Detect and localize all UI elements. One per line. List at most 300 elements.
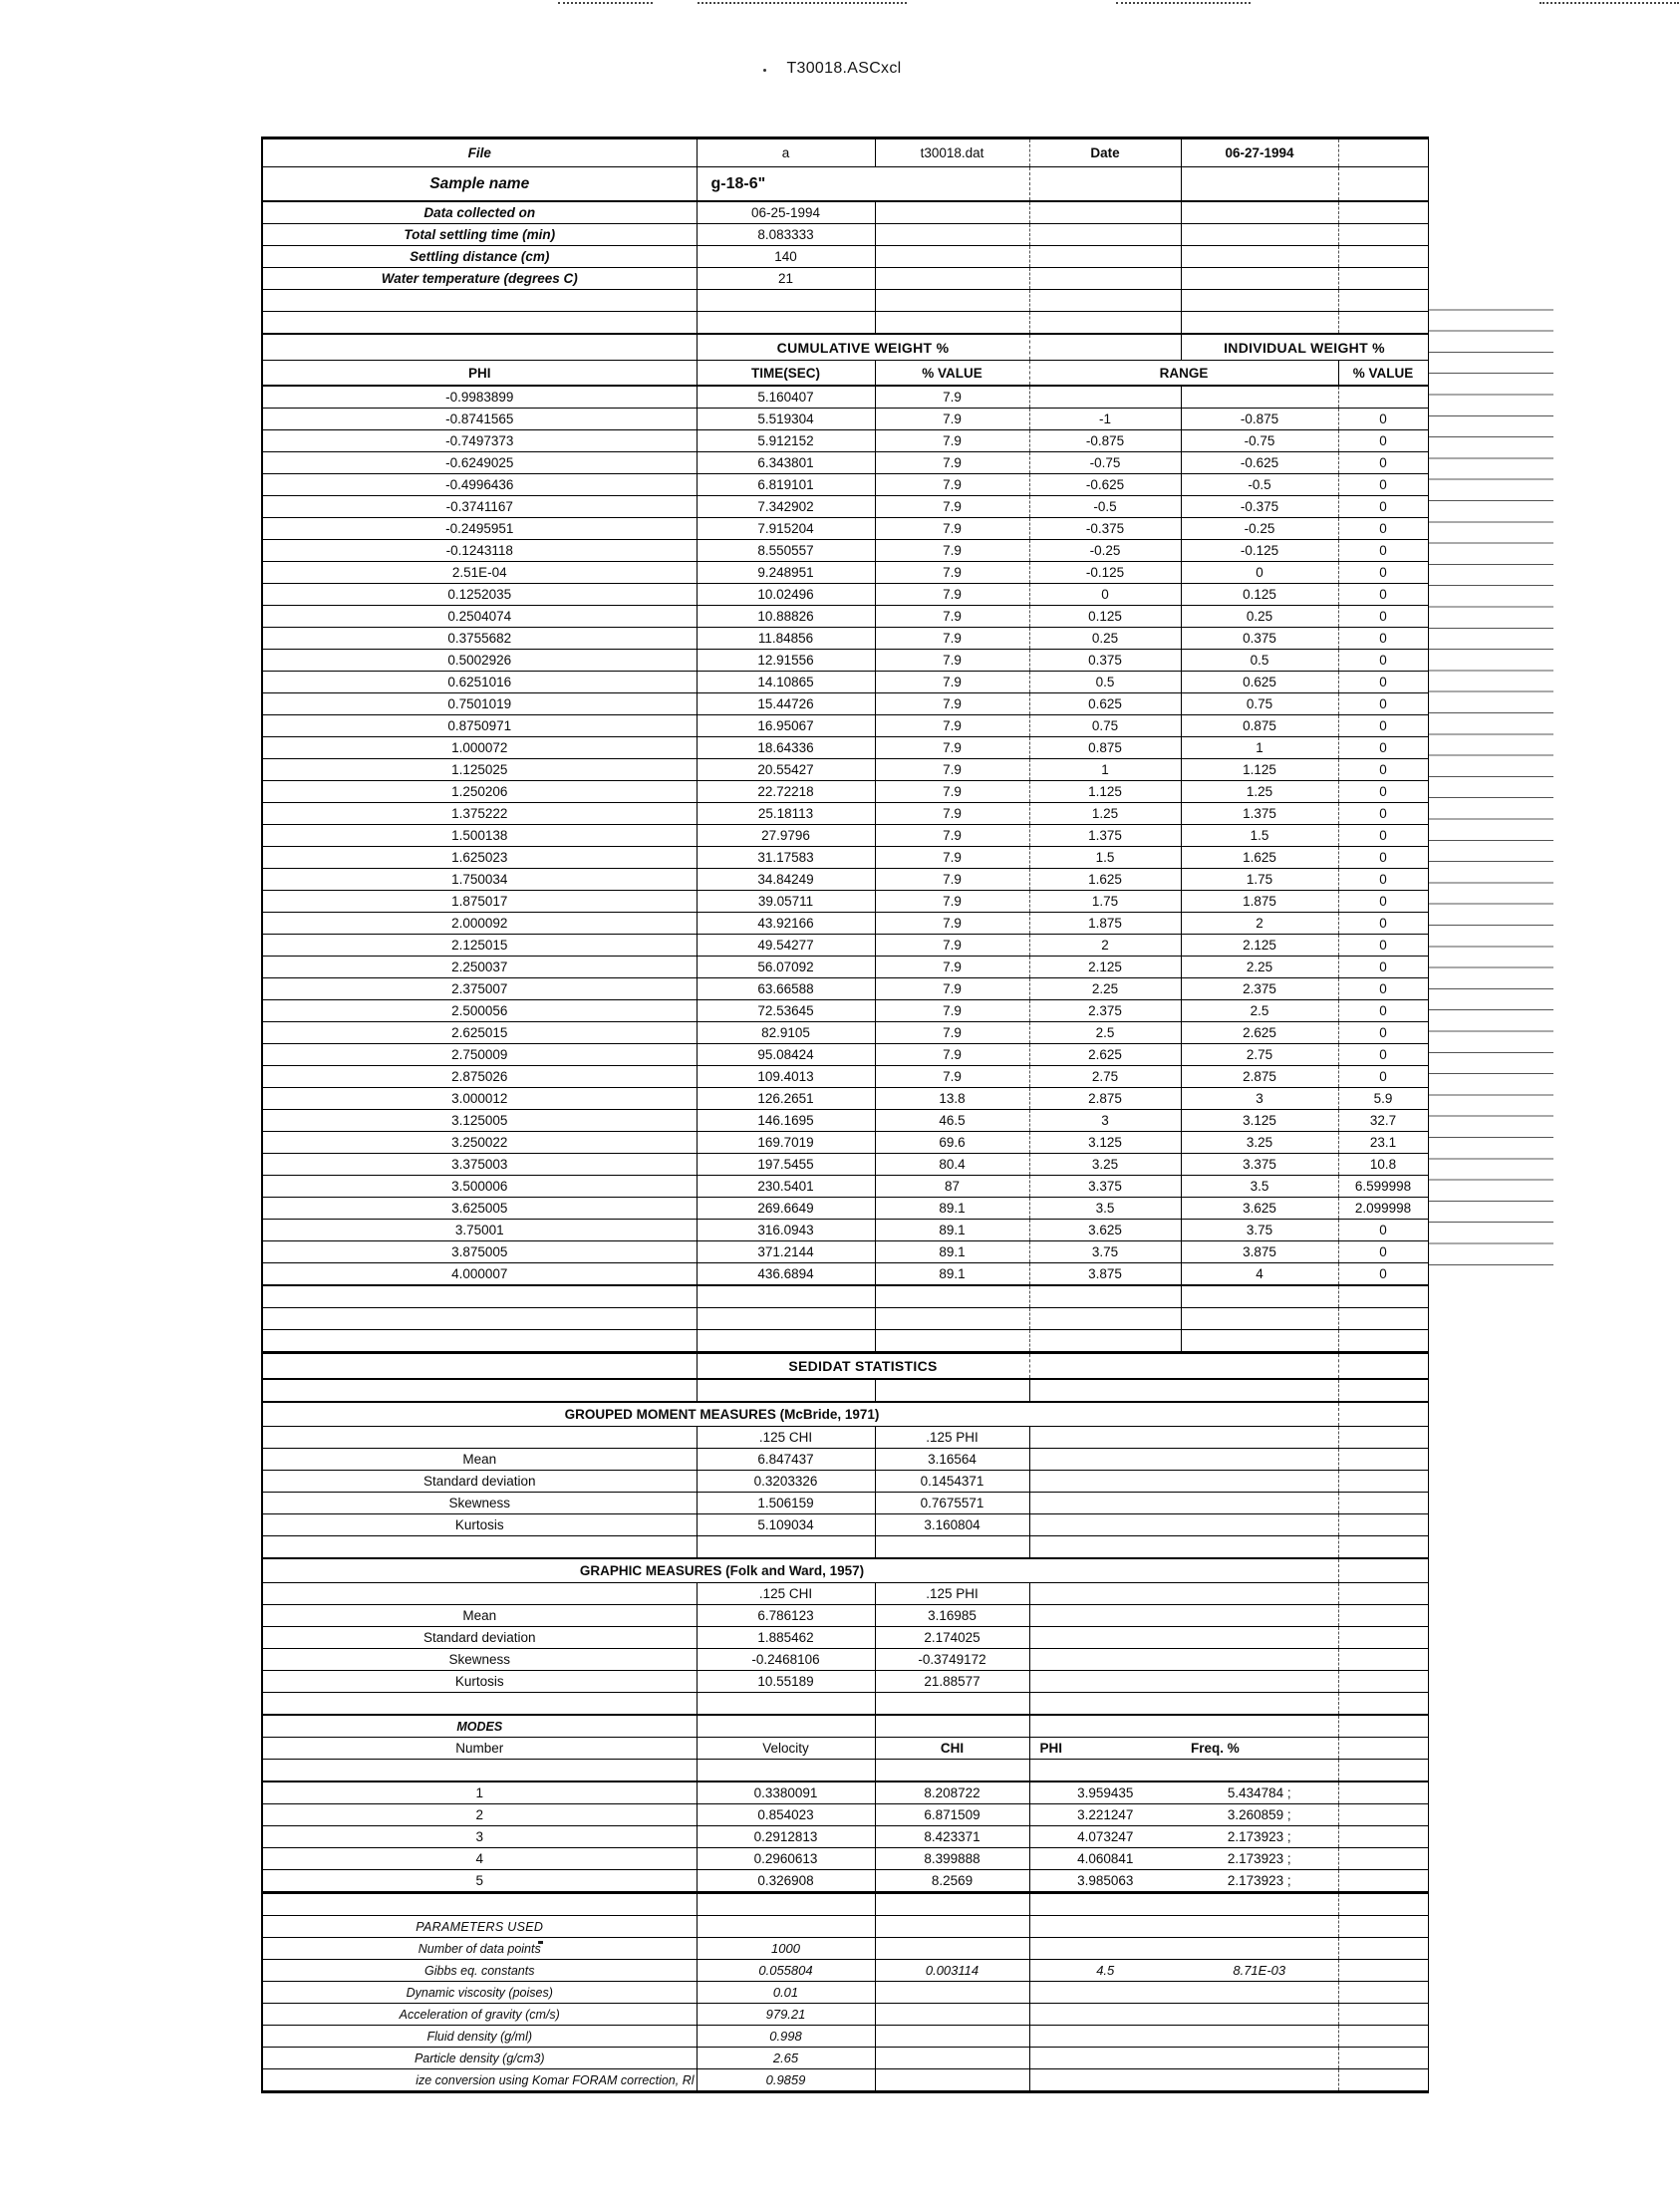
file-row xyxy=(262,138,1428,167)
empty-cell xyxy=(1338,1558,1428,1583)
cum-value-cell: 7.9 xyxy=(875,913,1029,935)
empty-cell xyxy=(1029,1938,1181,1960)
range-low-cell: 2.125 xyxy=(1029,957,1181,978)
empty-cell xyxy=(875,224,1029,246)
range-low-cell: 1.875 xyxy=(1029,913,1181,935)
ind-value-cell: 0 xyxy=(1338,430,1428,452)
sedidat-section xyxy=(262,1353,1428,1403)
range-high-cell: 2.875 xyxy=(1181,1066,1338,1088)
empty-cell xyxy=(875,290,1029,312)
scan-artifact xyxy=(1540,2,1679,4)
empty-cell xyxy=(875,1379,1029,1402)
cum-value-cell: 7.9 xyxy=(875,628,1029,650)
range-high-cell: 3 xyxy=(1181,1088,1338,1110)
empty-cell xyxy=(1338,1330,1428,1353)
empty-cell xyxy=(697,1379,875,1402)
time-cell: 25.18113 xyxy=(697,803,875,825)
empty-cell xyxy=(1029,1285,1181,1308)
phi-cell: 1.000072 xyxy=(262,737,697,759)
range-high-cell: 0 xyxy=(1181,562,1338,584)
graphic-phi-header: .125 PHI xyxy=(875,1583,1029,1605)
empty-cell xyxy=(1181,1715,1338,1738)
empty-cell xyxy=(1181,1938,1338,1960)
empty-cell xyxy=(1338,1826,1428,1848)
empty-cell xyxy=(1181,1514,1338,1536)
empty-cell xyxy=(1338,224,1428,246)
mode-chi-cell: 8.2569 xyxy=(875,1870,1029,1893)
empty-cell xyxy=(1338,1449,1428,1471)
param-value-cell: 4.5 xyxy=(1029,1960,1181,1982)
mode-phi-cell: 4.073247 xyxy=(1029,1826,1181,1848)
mode-number-cell: 1 xyxy=(262,1781,697,1804)
range-low-cell: 0.875 xyxy=(1029,737,1181,759)
phi-cell: 3.125005 xyxy=(262,1110,697,1132)
modes-chi-header: CHI xyxy=(875,1738,1029,1760)
empty-cell xyxy=(1181,1308,1338,1330)
phi-cell: 4.000007 xyxy=(262,1263,697,1286)
param-value-cell: 979.21 xyxy=(697,2004,875,2026)
range-high-cell: 3.5 xyxy=(1181,1176,1338,1198)
mode-row xyxy=(262,1870,1428,1893)
ind-value-cell: 0 xyxy=(1338,562,1428,584)
time-cell: 436.6894 xyxy=(697,1263,875,1286)
empty-cell xyxy=(1338,312,1428,335)
empty-cell xyxy=(1181,1605,1338,1627)
ind-value-cell: 2.099998 xyxy=(1338,1198,1428,1220)
range-high-cell: -0.625 xyxy=(1181,452,1338,474)
blank-row xyxy=(262,290,1428,312)
empty-cell xyxy=(1181,1693,1338,1716)
empty-cell xyxy=(1181,1558,1338,1583)
ind-value-cell: 0 xyxy=(1338,606,1428,628)
empty-cell xyxy=(697,1715,875,1738)
time-cell: 7.342902 xyxy=(697,496,875,518)
phi-cell: 0.5002926 xyxy=(262,650,697,672)
time-cell: 56.07092 xyxy=(697,957,875,978)
empty-cell xyxy=(1338,1605,1428,1627)
empty-cell xyxy=(1029,1605,1181,1627)
empty-cell xyxy=(697,290,875,312)
chi-value: 0.3203326 xyxy=(697,1471,875,1493)
time-cell: 9.248951 xyxy=(697,562,875,584)
stat-label: Standard deviation xyxy=(262,1627,697,1649)
empty-cell xyxy=(1338,1285,1428,1308)
weight-row xyxy=(262,430,1428,452)
time-cell: 10.02496 xyxy=(697,584,875,606)
cum-value-cell: 7.9 xyxy=(875,496,1029,518)
settling-distance-label: Settling distance (cm) xyxy=(262,246,697,268)
weight-row xyxy=(262,562,1428,584)
grouped-subheader-row xyxy=(262,1427,1428,1449)
cum-value-cell: 7.9 xyxy=(875,1000,1029,1022)
empty-cell xyxy=(1338,1804,1428,1826)
ind-value-cell: 0 xyxy=(1338,1241,1428,1263)
range-high-cell: 4 xyxy=(1181,1263,1338,1286)
range-high-cell: -0.875 xyxy=(1181,409,1338,430)
weight-row xyxy=(262,737,1428,759)
empty-cell xyxy=(1338,1353,1428,1380)
empty-cell xyxy=(875,1760,1029,1782)
empty-cell xyxy=(1181,1671,1338,1693)
cum-value-cell: 7.9 xyxy=(875,584,1029,606)
empty-cell xyxy=(262,1285,697,1308)
weight-row xyxy=(262,1044,1428,1066)
empty-cell xyxy=(1029,268,1181,290)
empty-cell xyxy=(1338,246,1428,268)
param-label-text: ize conversion using Komar FORAM correction, Rl xyxy=(416,2072,695,2087)
mode-number-cell: 3 xyxy=(262,1826,697,1848)
ind-value-cell: 0 xyxy=(1338,737,1428,759)
range-low-cell: 0 xyxy=(1029,584,1181,606)
empty-cell xyxy=(875,2048,1029,2069)
scan-artifact xyxy=(698,2,907,4)
modes-freq-header: Freq. % xyxy=(1181,1738,1338,1760)
empty-cell xyxy=(1029,1449,1181,1471)
weight-group-header-row xyxy=(262,334,1428,361)
empty-cell xyxy=(1338,1738,1428,1760)
range-low-cell: -0.625 xyxy=(1029,474,1181,496)
range-high-cell: 3.125 xyxy=(1181,1110,1338,1132)
parameters-body xyxy=(262,1938,1428,2092)
ind-value-cell: 0 xyxy=(1338,1220,1428,1241)
cum-value-cell: 7.9 xyxy=(875,715,1029,737)
time-cell: 82.9105 xyxy=(697,1022,875,1044)
range-low-cell: 0.5 xyxy=(1029,672,1181,693)
weight-row xyxy=(262,693,1428,715)
range-high-cell: 0.875 xyxy=(1181,715,1338,737)
cum-value-cell: 7.9 xyxy=(875,386,1029,409)
ind-value-cell: 0 xyxy=(1338,518,1428,540)
range-high-cell: -0.25 xyxy=(1181,518,1338,540)
param-label: Number of data points xyxy=(262,1938,697,1960)
range-low-cell: 0.375 xyxy=(1029,650,1181,672)
weight-row xyxy=(262,1022,1428,1044)
phi-value: 3.16564 xyxy=(875,1449,1029,1471)
ind-value-cell: 23.1 xyxy=(1338,1132,1428,1154)
empty-cell xyxy=(1029,246,1181,268)
ind-value-column-header: % VALUE xyxy=(1338,361,1428,387)
range-low-cell: 3.25 xyxy=(1029,1154,1181,1176)
empty-cell xyxy=(1029,1353,1181,1380)
weight-row xyxy=(262,452,1428,474)
time-cell: 5.519304 xyxy=(697,409,875,430)
phi-cell: -0.3741167 xyxy=(262,496,697,518)
param-value-cell: 2.65 xyxy=(697,2048,875,2069)
modes-title-row xyxy=(262,1715,1428,1738)
range-low-cell: 3.375 xyxy=(1029,1176,1181,1198)
empty-cell xyxy=(1181,1982,1338,2004)
settling-distance-row xyxy=(262,246,1428,268)
empty-cell xyxy=(1338,1427,1428,1449)
weight-row xyxy=(262,628,1428,650)
cum-value-cell: 89.1 xyxy=(875,1241,1029,1263)
mode-freq-cell: 2.173923 ; xyxy=(1181,1848,1338,1870)
cum-value-cell: 7.9 xyxy=(875,672,1029,693)
grouped-title-row xyxy=(262,1402,1428,1427)
time-column-header: TIME(SEC) xyxy=(697,361,875,387)
chi-value: 1.885462 xyxy=(697,1627,875,1649)
phi-value: 0.1454371 xyxy=(875,1471,1029,1493)
empty-cell xyxy=(1338,1627,1428,1649)
settling-time-label: Total settling time (min) xyxy=(262,224,697,246)
cum-value-cell: 7.9 xyxy=(875,847,1029,869)
param-value-cell: 0.003114 xyxy=(875,1960,1029,1982)
cum-value-cell: 7.9 xyxy=(875,957,1029,978)
mode-phi-cell: 4.060841 xyxy=(1029,1848,1181,1870)
range-high-cell: 2.5 xyxy=(1181,1000,1338,1022)
cum-value-cell: 89.1 xyxy=(875,1198,1029,1220)
time-cell: 34.84249 xyxy=(697,869,875,891)
modes-section-header xyxy=(262,1715,1428,1781)
sample-name-label: Sample name xyxy=(262,167,697,202)
time-cell: 20.55427 xyxy=(697,759,875,781)
mode-freq-cell: 5.434784 ; xyxy=(1181,1781,1338,1804)
ind-value-cell: 0 xyxy=(1338,759,1428,781)
phi-value: 21.88577 xyxy=(875,1671,1029,1693)
empty-cell xyxy=(1029,167,1181,202)
chi-value: 5.109034 xyxy=(697,1514,875,1536)
cum-value-cell: 89.1 xyxy=(875,1263,1029,1286)
empty-cell xyxy=(1338,201,1428,224)
empty-cell xyxy=(262,1693,697,1716)
empty-cell xyxy=(1338,1781,1428,1804)
empty-cell xyxy=(875,2004,1029,2026)
settling-distance-value: 140 xyxy=(697,246,875,268)
empty-cell xyxy=(262,334,697,361)
ind-value-cell: 0 xyxy=(1338,1263,1428,1286)
stat-label: Standard deviation xyxy=(262,1471,697,1493)
empty-cell xyxy=(1338,1583,1428,1605)
empty-cell xyxy=(875,1308,1029,1330)
blank-row xyxy=(262,1308,1428,1330)
param-value-cell: 8.71E-03 xyxy=(1181,1960,1338,1982)
empty-cell xyxy=(1338,2004,1428,2026)
empty-cell xyxy=(697,1308,875,1330)
param-label: Acceleration of gravity (cm/s) xyxy=(262,2004,697,2026)
ind-value-cell: 0 xyxy=(1338,1022,1428,1044)
grouped-measures-title: GROUPED MOMENT MEASURES (McBride, 1971) xyxy=(262,1402,1181,1427)
ind-value-cell: 0 xyxy=(1338,672,1428,693)
stat-row xyxy=(262,1449,1428,1471)
empty-cell xyxy=(1181,2026,1338,2048)
spacer-section xyxy=(262,1536,1428,1559)
cum-value-cell: 7.9 xyxy=(875,891,1029,913)
empty-cell xyxy=(1029,1715,1181,1738)
ind-value-cell: 0 xyxy=(1338,474,1428,496)
empty-cell xyxy=(1029,1330,1181,1353)
empty-cell xyxy=(1029,1583,1181,1605)
ind-value-cell: 0 xyxy=(1338,1000,1428,1022)
blank-row xyxy=(262,1285,1428,1308)
range-high-cell: 1.125 xyxy=(1181,759,1338,781)
graphic-subheader-row xyxy=(262,1583,1428,1605)
empty-cell xyxy=(262,312,697,335)
grouped-phi-header: .125 PHI xyxy=(875,1427,1029,1449)
phi-value: 3.160804 xyxy=(875,1514,1029,1536)
time-cell: 7.915204 xyxy=(697,518,875,540)
weight-row xyxy=(262,540,1428,562)
empty-cell xyxy=(1338,1514,1428,1536)
phi-cell: 0.3755682 xyxy=(262,628,697,650)
mode-row xyxy=(262,1826,1428,1848)
weight-row xyxy=(262,1088,1428,1110)
ind-value-cell: 0 xyxy=(1338,1044,1428,1066)
empty-cell xyxy=(1338,1471,1428,1493)
phi-cell: -0.1243118 xyxy=(262,540,697,562)
phi-cell: 2.000092 xyxy=(262,913,697,935)
graphic-section-header xyxy=(262,1558,1428,1605)
weight-row xyxy=(262,891,1428,913)
file-drive-value: a xyxy=(697,138,875,167)
range-high-cell: 2.125 xyxy=(1181,935,1338,957)
chi-value: 1.506159 xyxy=(697,1493,875,1514)
empty-cell xyxy=(1029,1427,1181,1449)
empty-cell xyxy=(875,1715,1029,1738)
mode-chi-cell: 8.399888 xyxy=(875,1848,1029,1870)
time-cell: 22.72218 xyxy=(697,781,875,803)
cum-value-cell: 7.9 xyxy=(875,1044,1029,1066)
param-label: Dynamic viscosity (poises) xyxy=(262,1982,697,2004)
empty-cell xyxy=(262,1379,697,1402)
empty-cell xyxy=(1181,1402,1338,1427)
phi-cell: 2.250037 xyxy=(262,957,697,978)
range-high-cell: 0.25 xyxy=(1181,606,1338,628)
parameters-used-title: PARAMETERS USED xyxy=(262,1916,697,1938)
range-high-cell: 3.625 xyxy=(1181,1198,1338,1220)
time-cell: 16.95067 xyxy=(697,715,875,737)
modes-body xyxy=(262,1781,1428,1893)
weight-row xyxy=(262,409,1428,430)
chi-value: 6.847437 xyxy=(697,1449,875,1471)
weight-row xyxy=(262,847,1428,869)
weight-row xyxy=(262,1066,1428,1088)
mode-freq-cell: 2.173923 ; xyxy=(1181,1870,1338,1893)
phi-value: -0.3749172 xyxy=(875,1649,1029,1671)
weight-table-body xyxy=(262,386,1428,1285)
phi-cell: 1.750034 xyxy=(262,869,697,891)
scan-artifact xyxy=(1116,2,1251,4)
phi-cell: -0.2495951 xyxy=(262,518,697,540)
empty-cell xyxy=(1181,1536,1338,1559)
mode-number-cell: 4 xyxy=(262,1848,697,1870)
water-temperature-value: 21 xyxy=(697,268,875,290)
range-low-cell: 0.125 xyxy=(1029,606,1181,628)
cum-value-cell: 7.9 xyxy=(875,606,1029,628)
empty-cell xyxy=(1181,246,1338,268)
time-cell: 371.2144 xyxy=(697,1241,875,1263)
empty-cell xyxy=(1029,290,1181,312)
phi-cell: 0.6251016 xyxy=(262,672,697,693)
empty-cell xyxy=(697,1285,875,1308)
range-low-cell: 0.625 xyxy=(1029,693,1181,715)
weight-row xyxy=(262,803,1428,825)
param-row xyxy=(262,2048,1428,2069)
time-cell: 27.9796 xyxy=(697,825,875,847)
weight-row xyxy=(262,584,1428,606)
empty-cell xyxy=(262,1427,697,1449)
empty-cell xyxy=(1181,312,1338,335)
empty-cell xyxy=(875,1938,1029,1960)
range-low-cell: 2.5 xyxy=(1029,1022,1181,1044)
ind-value-cell: 0 xyxy=(1338,650,1428,672)
range-high-cell xyxy=(1181,386,1338,409)
empty-cell xyxy=(1181,167,1338,202)
range-low-cell: 3.875 xyxy=(1029,1263,1181,1286)
param-label xyxy=(262,2069,697,2092)
file-label: File xyxy=(262,138,697,167)
phi-cell: -0.8741565 xyxy=(262,409,697,430)
sedidat-title-row xyxy=(262,1353,1428,1380)
phi-cell: 3.000012 xyxy=(262,1088,697,1110)
time-cell: 6.819101 xyxy=(697,474,875,496)
empty-cell xyxy=(1338,1671,1428,1693)
range-high-cell: 2 xyxy=(1181,913,1338,935)
file-info-section xyxy=(262,138,1428,335)
empty-cell xyxy=(1029,1514,1181,1536)
graphic-chi-header: .125 CHI xyxy=(697,1583,875,1605)
cum-value-cell: 7.9 xyxy=(875,935,1029,957)
range-low-cell: 3.625 xyxy=(1029,1220,1181,1241)
stat-row xyxy=(262,1627,1428,1649)
time-cell: 63.66588 xyxy=(697,978,875,1000)
ind-value-cell: 0 xyxy=(1338,847,1428,869)
empty-cell xyxy=(1181,2069,1338,2092)
range-low-cell: -0.875 xyxy=(1029,430,1181,452)
range-low-cell: 2.875 xyxy=(1029,1088,1181,1110)
empty-cell xyxy=(875,1330,1029,1353)
individual-weight-header: INDIVIDUAL WEIGHT % xyxy=(1181,334,1428,361)
range-high-cell: 0.75 xyxy=(1181,693,1338,715)
mode-velocity-cell: 0.326908 xyxy=(697,1870,875,1893)
empty-cell xyxy=(1181,1353,1338,1380)
phi-cell: 2.51E-04 xyxy=(262,562,697,584)
page-title: T30018.ASCxcl xyxy=(786,60,902,77)
modes-number-header: Number xyxy=(262,1738,697,1760)
empty-cell xyxy=(1029,312,1181,335)
blank-row xyxy=(262,1379,1428,1402)
empty-cell xyxy=(1181,268,1338,290)
empty-cell xyxy=(262,1893,697,1916)
ind-value-cell: 5.9 xyxy=(1338,1088,1428,1110)
range-high-cell: 3.75 xyxy=(1181,1220,1338,1241)
ind-value-cell: 0 xyxy=(1338,496,1428,518)
phi-cell: -0.4996436 xyxy=(262,474,697,496)
mode-row xyxy=(262,1781,1428,1804)
stat-label: Kurtosis xyxy=(262,1514,697,1536)
param-row xyxy=(262,2069,1428,2092)
date-label: Date xyxy=(1029,138,1181,167)
time-cell: 5.912152 xyxy=(697,430,875,452)
stat-row xyxy=(262,1649,1428,1671)
time-cell: 197.5455 xyxy=(697,1154,875,1176)
range-high-cell: 0.125 xyxy=(1181,584,1338,606)
graphic-measures-title: GRAPHIC MEASURES (Folk and Ward, 1957) xyxy=(262,1558,1181,1583)
blank-row xyxy=(262,1693,1428,1716)
chi-value: -0.2468106 xyxy=(697,1649,875,1671)
stat-label: Kurtosis xyxy=(262,1671,697,1693)
range-low-cell: 2.375 xyxy=(1029,1000,1181,1022)
weight-row xyxy=(262,935,1428,957)
empty-cell xyxy=(1181,1330,1338,1353)
param-row xyxy=(262,1982,1428,2004)
parameters-title-row xyxy=(262,1916,1428,1938)
phi-cell: 3.75001 xyxy=(262,1220,697,1241)
range-high-cell: 2.75 xyxy=(1181,1044,1338,1066)
cum-value-cell: 46.5 xyxy=(875,1110,1029,1132)
cum-value-cell: 7.9 xyxy=(875,1022,1029,1044)
scan-artifact xyxy=(558,2,653,4)
phi-cell: 1.500138 xyxy=(262,825,697,847)
